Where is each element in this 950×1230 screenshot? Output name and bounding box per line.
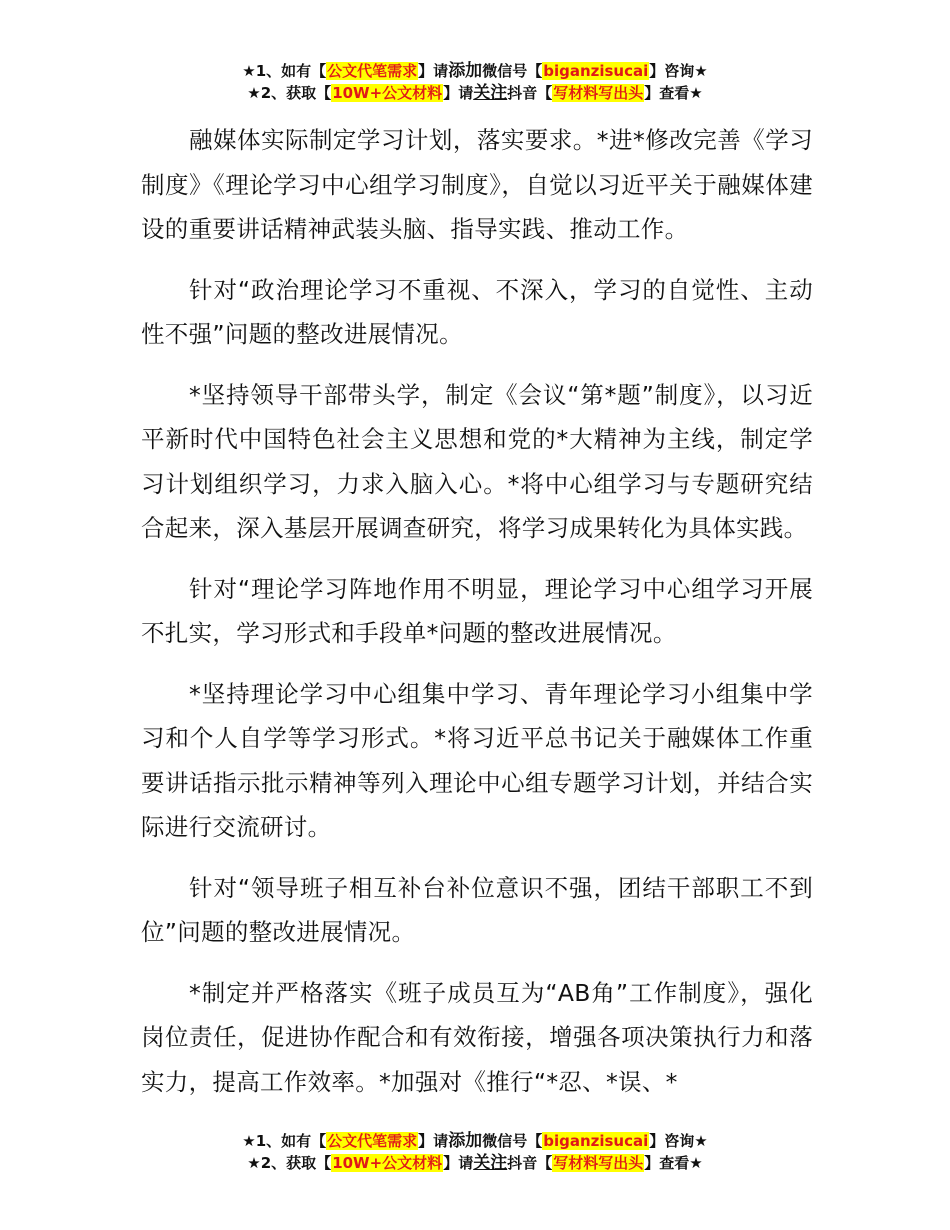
- highlight-douyin-account: 写材料写出头: [553, 84, 644, 102]
- body-paragraph: 针对“理论学习阵地作用不明显，理论学习中心组学习开展不扎实，学习形式和手段单*问题的整改进展情况。: [141, 574, 813, 647]
- header-banner-line-2: [0, 82, 950, 104]
- banner-text: 微信号【: [482, 1132, 543, 1150]
- highlight-wechat-id: biganzisucai: [543, 62, 649, 80]
- emphasis-add: 添加: [448, 1131, 483, 1151]
- emphasis-follow: 关注: [473, 1153, 508, 1173]
- highlight-douyin-account: 写材料写出头: [553, 1154, 644, 1172]
- document-body: [141, 118, 813, 1120]
- banner-text: 抖音【: [507, 1154, 553, 1172]
- highlight-wechat-id: biganzisucai: [543, 1132, 649, 1150]
- header-banner-line-1: [0, 60, 950, 82]
- body-paragraph: *制定并严格落实《班子成员互为“AB角”工作制度》，强化岗位责任，促进协作配合和有效衔接，增强各项决策执行力和落实力，提高工作效率。*加强对《推行“*忍、*误、*: [141, 978, 813, 1096]
- banner-text: 】咨询★: [649, 62, 708, 80]
- body-paragraph: *坚持理论学习中心组集中学习、青年理论学习小组集中学习和个人自学等学习形式。*将习近平总书记关于融媒体工作重要讲话指示批示精神等列入理论中心组专题学习计划，并结合实际进行交流研讨。: [141, 679, 813, 841]
- banner-text: ★2、获取【: [247, 84, 332, 102]
- emphasis-follow: 关注: [473, 83, 508, 103]
- emphasis-add: 添加: [448, 61, 483, 81]
- highlight-materials: 10W+公文材料: [332, 84, 443, 102]
- banner-text: 】请: [418, 1132, 449, 1150]
- banner-text: 抖音【: [507, 84, 553, 102]
- banner-text: ★1、如有【: [242, 62, 327, 80]
- highlight-materials: 10W+公文材料: [332, 1154, 443, 1172]
- banner-text: 】查看★: [644, 1154, 703, 1172]
- highlight-service: 公文代笔需求: [327, 1132, 418, 1150]
- highlight-service: 公文代笔需求: [327, 62, 418, 80]
- body-paragraph: 针对“领导班子相互补台补位意识不强，团结干部职工不到位”问题的整改进展情况。: [141, 873, 813, 946]
- body-paragraph: 针对“政治理论学习不重视、不深入，学习的自觉性、主动性不强”问题的整改进展情况。: [141, 275, 813, 348]
- banner-text: 】咨询★: [649, 1132, 708, 1150]
- footer-banner-line-2: [0, 1152, 950, 1174]
- body-paragraph: *坚持领导干部带头学，制定《会议“第*题”制度》，以习近平新时代中国特色社会主义思想和党的*大精神为主线，制定学习计划组织学习，力求入脑入心。*将中心组学习与专题研究结合起来，深入基层开展调查研究，将学习成果转化为具体实践。: [141, 380, 813, 542]
- banner-text: 微信号【: [482, 62, 543, 80]
- footer-banner: [0, 1130, 950, 1174]
- banner-text: ★2、获取【: [247, 1154, 332, 1172]
- banner-text: 】请: [443, 84, 474, 102]
- banner-text: 】请: [418, 62, 449, 80]
- banner-text: 】请: [443, 1154, 474, 1172]
- footer-banner-line-1: [0, 1130, 950, 1152]
- banner-text: 】查看★: [644, 84, 703, 102]
- header-banner: [0, 60, 950, 104]
- body-paragraph: 融媒体实际制定学习计划，落实要求。*进*修改完善《学习制度》《理论学习中心组学习制度》，自觉以习近平关于融媒体建设的重要讲话精神武装头脑、指导实践、推动工作。: [141, 126, 813, 243]
- banner-text: ★1、如有【: [242, 1132, 327, 1150]
